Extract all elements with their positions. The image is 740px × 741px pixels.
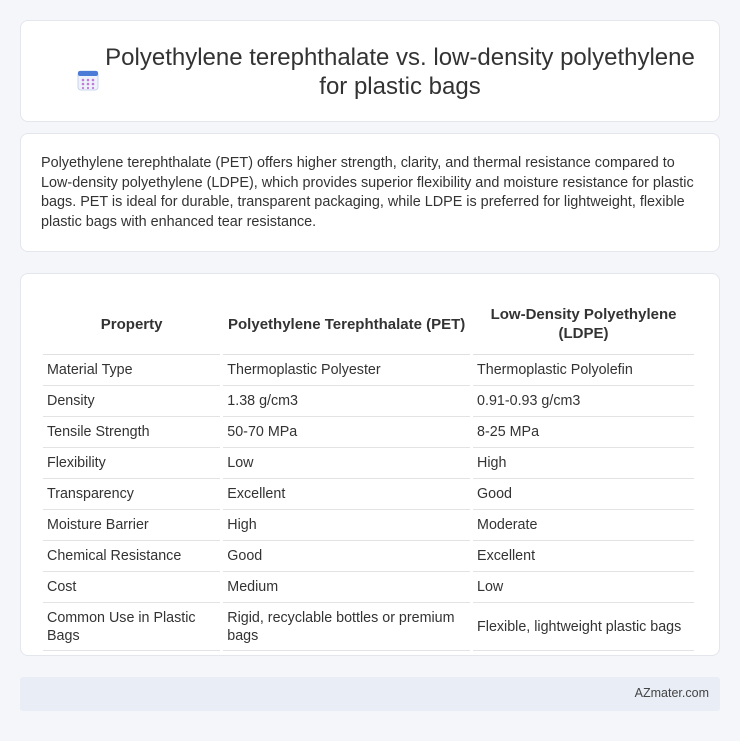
table-row	[43, 448, 694, 479]
table-cell-ldpe: Flexible, lightweight plastic bags	[473, 603, 694, 651]
table-cell-pet: 50-70 MPa	[223, 417, 470, 448]
table-cell-pet: Medium	[223, 572, 470, 603]
table-cell-ldpe: Thermoplastic Polyolefin	[473, 355, 694, 386]
column-header-property: Property	[43, 294, 220, 355]
table-cell-pet: High	[223, 510, 470, 541]
table-cell-ldpe: 8-25 MPa	[473, 417, 694, 448]
table-cell-ldpe: Moderate	[473, 510, 694, 541]
table-cell-ldpe: Good	[473, 479, 694, 510]
table-cell-property: Flexibility	[43, 448, 220, 479]
table-cell-pet: Rigid, recyclable bottles or premium bags	[223, 603, 470, 651]
table-row	[43, 417, 694, 448]
summary-card	[20, 133, 720, 252]
table-cell-property: Cost	[43, 572, 220, 603]
table-cell-property: Common Use in Plastic Bags	[43, 603, 220, 651]
comparison-table-card	[20, 273, 720, 656]
footer-brand: AZmater.com	[634, 686, 709, 700]
calendar-grid-icon	[77, 69, 99, 91]
column-header-pet: Polyethylene Terephthalate (PET)	[223, 294, 470, 355]
table-cell-property: Moisture Barrier	[43, 510, 220, 541]
title-card	[20, 20, 720, 122]
table-cell-property: Transparency	[43, 479, 220, 510]
table-cell-property: Tensile Strength	[43, 417, 220, 448]
table-row	[43, 386, 694, 417]
table-row	[43, 603, 694, 651]
table-cell-property: Material Type	[43, 355, 220, 386]
table-cell-pet: Thermoplastic Polyester	[223, 355, 470, 386]
comparison-table	[40, 294, 697, 651]
table-cell-property: Density	[43, 386, 220, 417]
table-cell-ldpe: High	[473, 448, 694, 479]
table-cell-ldpe: Excellent	[473, 541, 694, 572]
table-cell-ldpe: Low	[473, 572, 694, 603]
table-row	[43, 572, 694, 603]
table-cell-pet: Excellent	[223, 479, 470, 510]
table-row	[43, 541, 694, 572]
table-header-row	[43, 294, 694, 355]
table-cell-pet: Good	[223, 541, 470, 572]
table-row	[43, 355, 694, 386]
table-cell-property: Chemical Resistance	[43, 541, 220, 572]
table-row	[43, 479, 694, 510]
table-cell-pet: Low	[223, 448, 470, 479]
page-title: Polyethylene terephthalate vs. low-density polyethylene for plastic bags	[105, 44, 695, 100]
column-header-ldpe: Low-Density Polyethylene (LDPE)	[473, 294, 694, 355]
footer-bar	[20, 677, 720, 711]
table-row	[43, 510, 694, 541]
table-cell-ldpe: 0.91-0.93 g/cm3	[473, 386, 694, 417]
table-cell-pet: 1.38 g/cm3	[223, 386, 470, 417]
summary-text: Polyethylene terephthalate (PET) offers higher strength, clarity, and thermal resistance compared to Low-density polyethylene (LDPE), which provides superior flexibility and moisture resistance for plastic bags. PET is ideal for durable, transparent packaging, while LDPE is preferred for lightweight, flexible plastic bags with enhanced tear resistance.	[41, 155, 694, 230]
